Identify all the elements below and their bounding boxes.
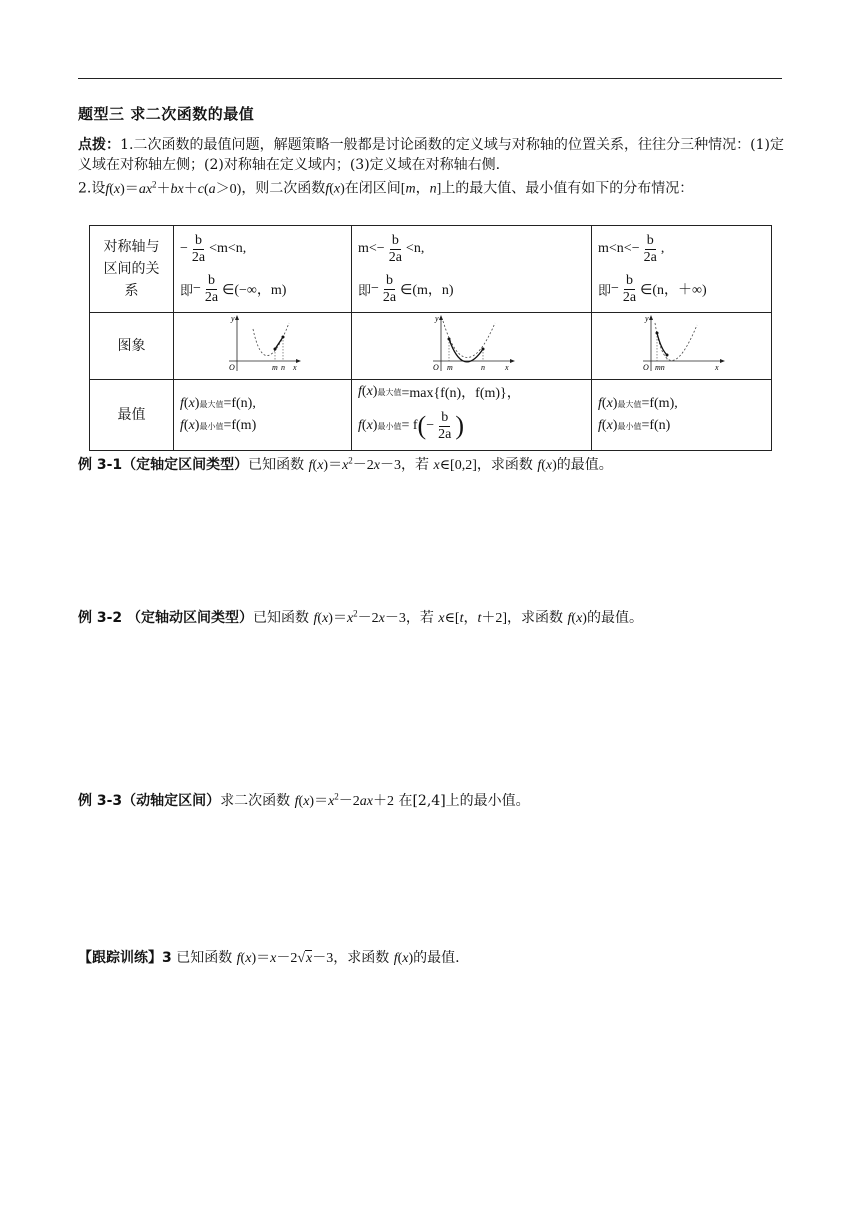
tip-paragraph — [78, 136, 784, 199]
svg-text:O: O — [228, 363, 235, 372]
case2-condition: m< − $\frac{b}{2a}$ <n, 即 − $\frac{b}{2a}$ ∈(m，n) — [352, 226, 592, 313]
svg-text:n: n — [280, 363, 285, 372]
row-header-graph: 图象 — [90, 313, 174, 380]
example-label: 例 3-3（动轴定区间） — [78, 793, 221, 809]
exercise-label: 【跟踪训练】3 — [78, 950, 172, 966]
tip-text-2d: 上的最大值、最小值有如下的分布情况： — [441, 180, 694, 197]
svg-text:m: m — [271, 363, 278, 372]
tip-text-2b: ，则二次函数 — [241, 180, 326, 197]
case2-graph — [352, 313, 592, 380]
follow-up-exercise-3: 【跟踪训练】3 已知函数 f(x)＝x－2√x－3，求函数 f(x)的最值. — [78, 950, 460, 966]
svg-text:O: O — [642, 363, 649, 372]
svg-text:x: x — [714, 363, 719, 372]
svg-text:y: y — [434, 314, 439, 323]
tip-text-2a: 2.设 — [78, 180, 106, 197]
tip-line-2: 2.设$f(x)=ax^2+bx+c(a>0)$，则二次函数f(x)在闭区间[m，n]上的最大值、最小值有如下的分布情况： — [78, 179, 694, 197]
case1-graph — [174, 313, 352, 380]
parabola-graph-1 — [223, 313, 303, 375]
header-rule — [78, 78, 782, 79]
svg-text:x: x — [292, 363, 297, 372]
tip-line-1 — [78, 136, 784, 175]
case1-extremum: f ( x ) 最大值 =f(n), f ( x ) 最小值 =f(m) — [174, 380, 352, 451]
example-3-1: 例 3-1（定轴定区间类型）已知函数 $f(x)=x^2-2x-3$，若 x∈[0,2]，求函数 f(x)的最值。 — [78, 455, 613, 473]
table-row — [90, 313, 772, 380]
svg-text:x: x — [504, 363, 509, 372]
example-label: 例 3-2 （定轴动区间类型） — [78, 610, 254, 626]
svg-text:m: m — [446, 363, 453, 372]
tip-label: 点拨： — [78, 137, 121, 153]
case3-extremum: f ( x ) 最大值 =f(m), f ( x ) 最小值 =f(n) — [592, 380, 772, 451]
svg-text:y: y — [644, 314, 649, 323]
row-header-relation: 对称轴与区间的关系 — [90, 226, 174, 313]
tip-text-2c: 在闭区间 — [344, 180, 401, 197]
example-3-3: 例 3-3（动轴定区间）求二次函数 $f(x)=x^2-2ax+2$ 在[2,4]上的最小值。 — [78, 791, 530, 809]
case1-condition: − $\frac{b}{2a}$ <m<n, 即 − $\frac{b}{2a}$ ∈(−∞，m) — [174, 226, 352, 313]
svg-text:n: n — [480, 363, 485, 372]
row-header-extremum: 最值 — [90, 380, 174, 451]
parabola-graph-3 — [637, 313, 727, 375]
cases-table — [89, 225, 772, 451]
case3-condition: m<n< − $\frac{b}{2a}$ , 即 − $\frac{b}{2a}$ ∈(n，＋∞) — [592, 226, 772, 313]
example-label: 例 3-1（定轴定区间类型） — [78, 457, 249, 473]
svg-text:O: O — [432, 363, 439, 372]
case3-graph — [592, 313, 772, 380]
table-row — [90, 380, 772, 451]
svg-text:mn: mn — [654, 363, 665, 372]
parabola-graph-2 — [427, 313, 517, 375]
section-title: 题型三 求二次函数的最值 — [78, 105, 255, 123]
case2-extremum: f ( x ) 最大值 =max{f(n)，f(m)}， f ( x ) 最小值 = f ( − $\frac{b}{2a}$ ) — [352, 380, 592, 451]
tip-text-1: 1.二次函数的最值问题，解题策略一般都是讨论函数的定义域与对称轴的位置关系，往往分三种情况：(1)定义域在对称轴左侧；(2)对称轴在定义域内；(3)定义域在对称轴右侧. — [78, 137, 785, 173]
svg-text:y: y — [230, 314, 235, 323]
example-3-2: 例 3-2 （定轴动区间类型）已知函数 $f(x)=x^2-2x-3$，若 x∈[t，t＋2]，求函数 f(x)的最值。 — [78, 608, 643, 626]
table-row — [90, 226, 772, 313]
